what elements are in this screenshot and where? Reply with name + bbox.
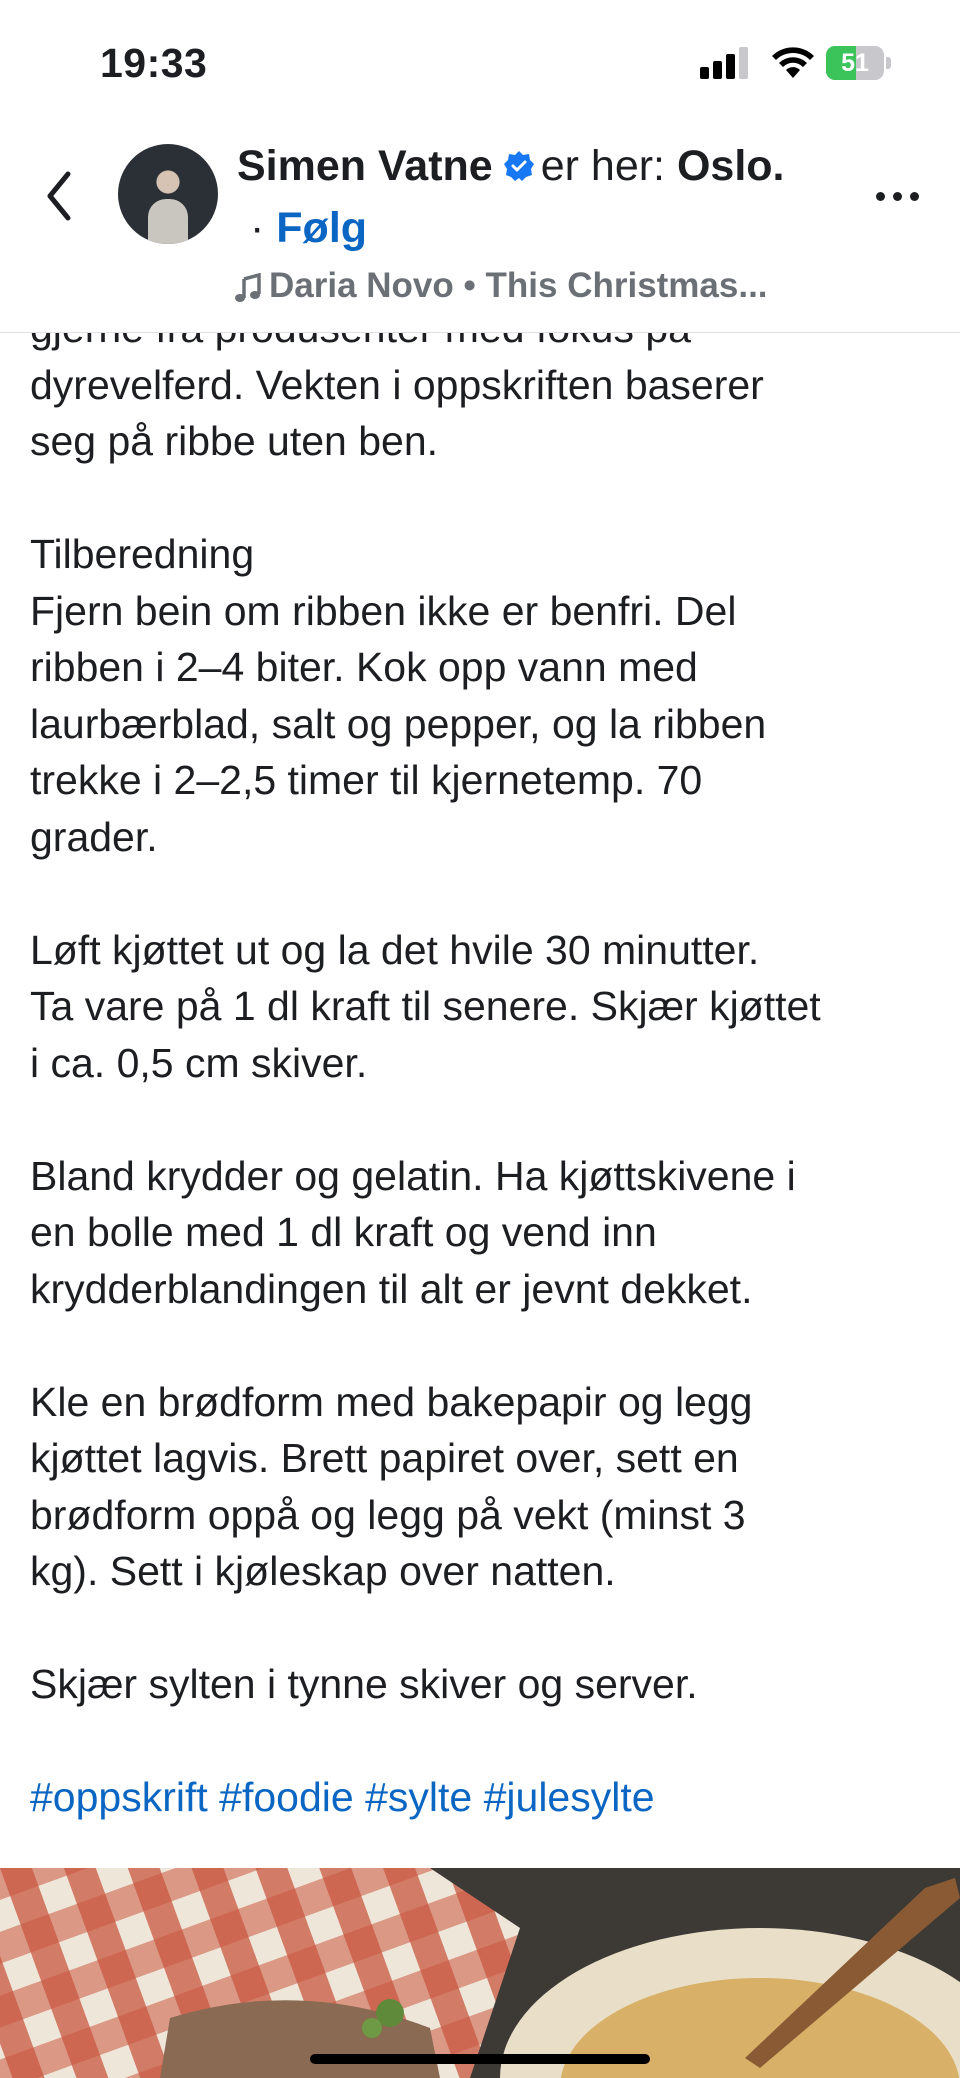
- hashtag-link[interactable]: #sylte: [365, 1774, 473, 1820]
- food-photo-illustration: [0, 1868, 960, 2078]
- separator-dot: ·: [250, 204, 265, 252]
- post-text: [30, 300, 940, 1826]
- music-line[interactable]: [235, 266, 768, 306]
- text-line: en bolle med 1 dl kraft og vend inn: [30, 1209, 657, 1255]
- location-name[interactable]: Oslo.: [676, 142, 785, 190]
- home-indicator[interactable]: [310, 2054, 650, 2064]
- music-track: This Christmas...: [485, 266, 768, 305]
- step-paragraph: [30, 583, 940, 866]
- hashtag-link[interactable]: #oppskrift: [30, 1774, 208, 1820]
- section-heading: Tilberedning: [30, 531, 255, 577]
- hashtag-link[interactable]: #julesylte: [483, 1774, 655, 1820]
- text-line: trekke i 2–2,5 timer til kjernetemp. 70: [30, 757, 703, 803]
- step-paragraph: [30, 1374, 940, 1600]
- text-line: kjøttet lagvis. Brett papiret over, sett en: [30, 1435, 739, 1481]
- avatar[interactable]: [118, 144, 218, 244]
- text-line: Ta vare på 1 dl kraft til senere. Skjær kjøttet: [30, 983, 821, 1029]
- text-line: brødform oppå og legg på vekt (minst 3: [30, 1491, 746, 1538]
- status-time: 19:33: [100, 40, 208, 86]
- text-line: Kle en brødform med bakepapir og legg: [30, 1378, 753, 1425]
- battery-icon: [826, 46, 892, 80]
- step-paragraph: [30, 1148, 940, 1318]
- text-line: Fjern bein om ribben ikke er benfri. Del: [30, 587, 737, 634]
- step-paragraph: [30, 922, 940, 1092]
- text-line: krydderblandingen til alt er jevnt dekket.: [30, 1265, 753, 1312]
- text-line: kg). Sett i kjøleskap over natten.: [30, 1548, 616, 1594]
- music-artist: Daria Novo: [269, 266, 454, 305]
- text-line: dyrevelferd. Vekten i oppskriften baserer: [30, 361, 764, 408]
- hashtags: [30, 1769, 940, 1826]
- author-line: [237, 142, 784, 191]
- text-line: Skjær sylten i tynne skiver og server.: [30, 1661, 698, 1707]
- music-separator: •: [463, 266, 476, 305]
- hashtag-link[interactable]: #foodie: [219, 1774, 354, 1820]
- music-note-icon: [235, 273, 261, 303]
- text-line: ribben i 2–4 biter. Kok opp vann med: [30, 644, 698, 690]
- wifi-icon: [770, 44, 816, 80]
- location-prefix: er her:: [540, 142, 665, 190]
- text-line: laurbærblad, salt og pepper, og la ribben: [30, 700, 767, 747]
- text-line: seg på ribbe uten ben.: [30, 418, 439, 464]
- more-options-icon[interactable]: [876, 186, 926, 206]
- post-header: [0, 120, 960, 333]
- signal-icon: [700, 47, 748, 79]
- verified-badge-icon: [503, 150, 535, 182]
- battery-percentage: 51: [841, 49, 869, 77]
- back-chevron-icon[interactable]: [40, 166, 80, 226]
- text-line: i ca. 0,5 cm skiver.: [30, 1039, 368, 1086]
- text-line: grader.: [30, 813, 158, 860]
- follow-button[interactable]: Følg: [276, 204, 368, 252]
- text-line: Bland krydder og gelatin. Ha kjøttskivene i: [30, 1152, 796, 1199]
- post-image[interactable]: [0, 1868, 960, 2078]
- text-line: Løft kjøttet ut og la det hvile 30 minutter.: [30, 926, 760, 973]
- status-bar: [0, 0, 960, 120]
- author-name[interactable]: Simen Vatne: [237, 142, 493, 190]
- follow-line: [250, 204, 367, 253]
